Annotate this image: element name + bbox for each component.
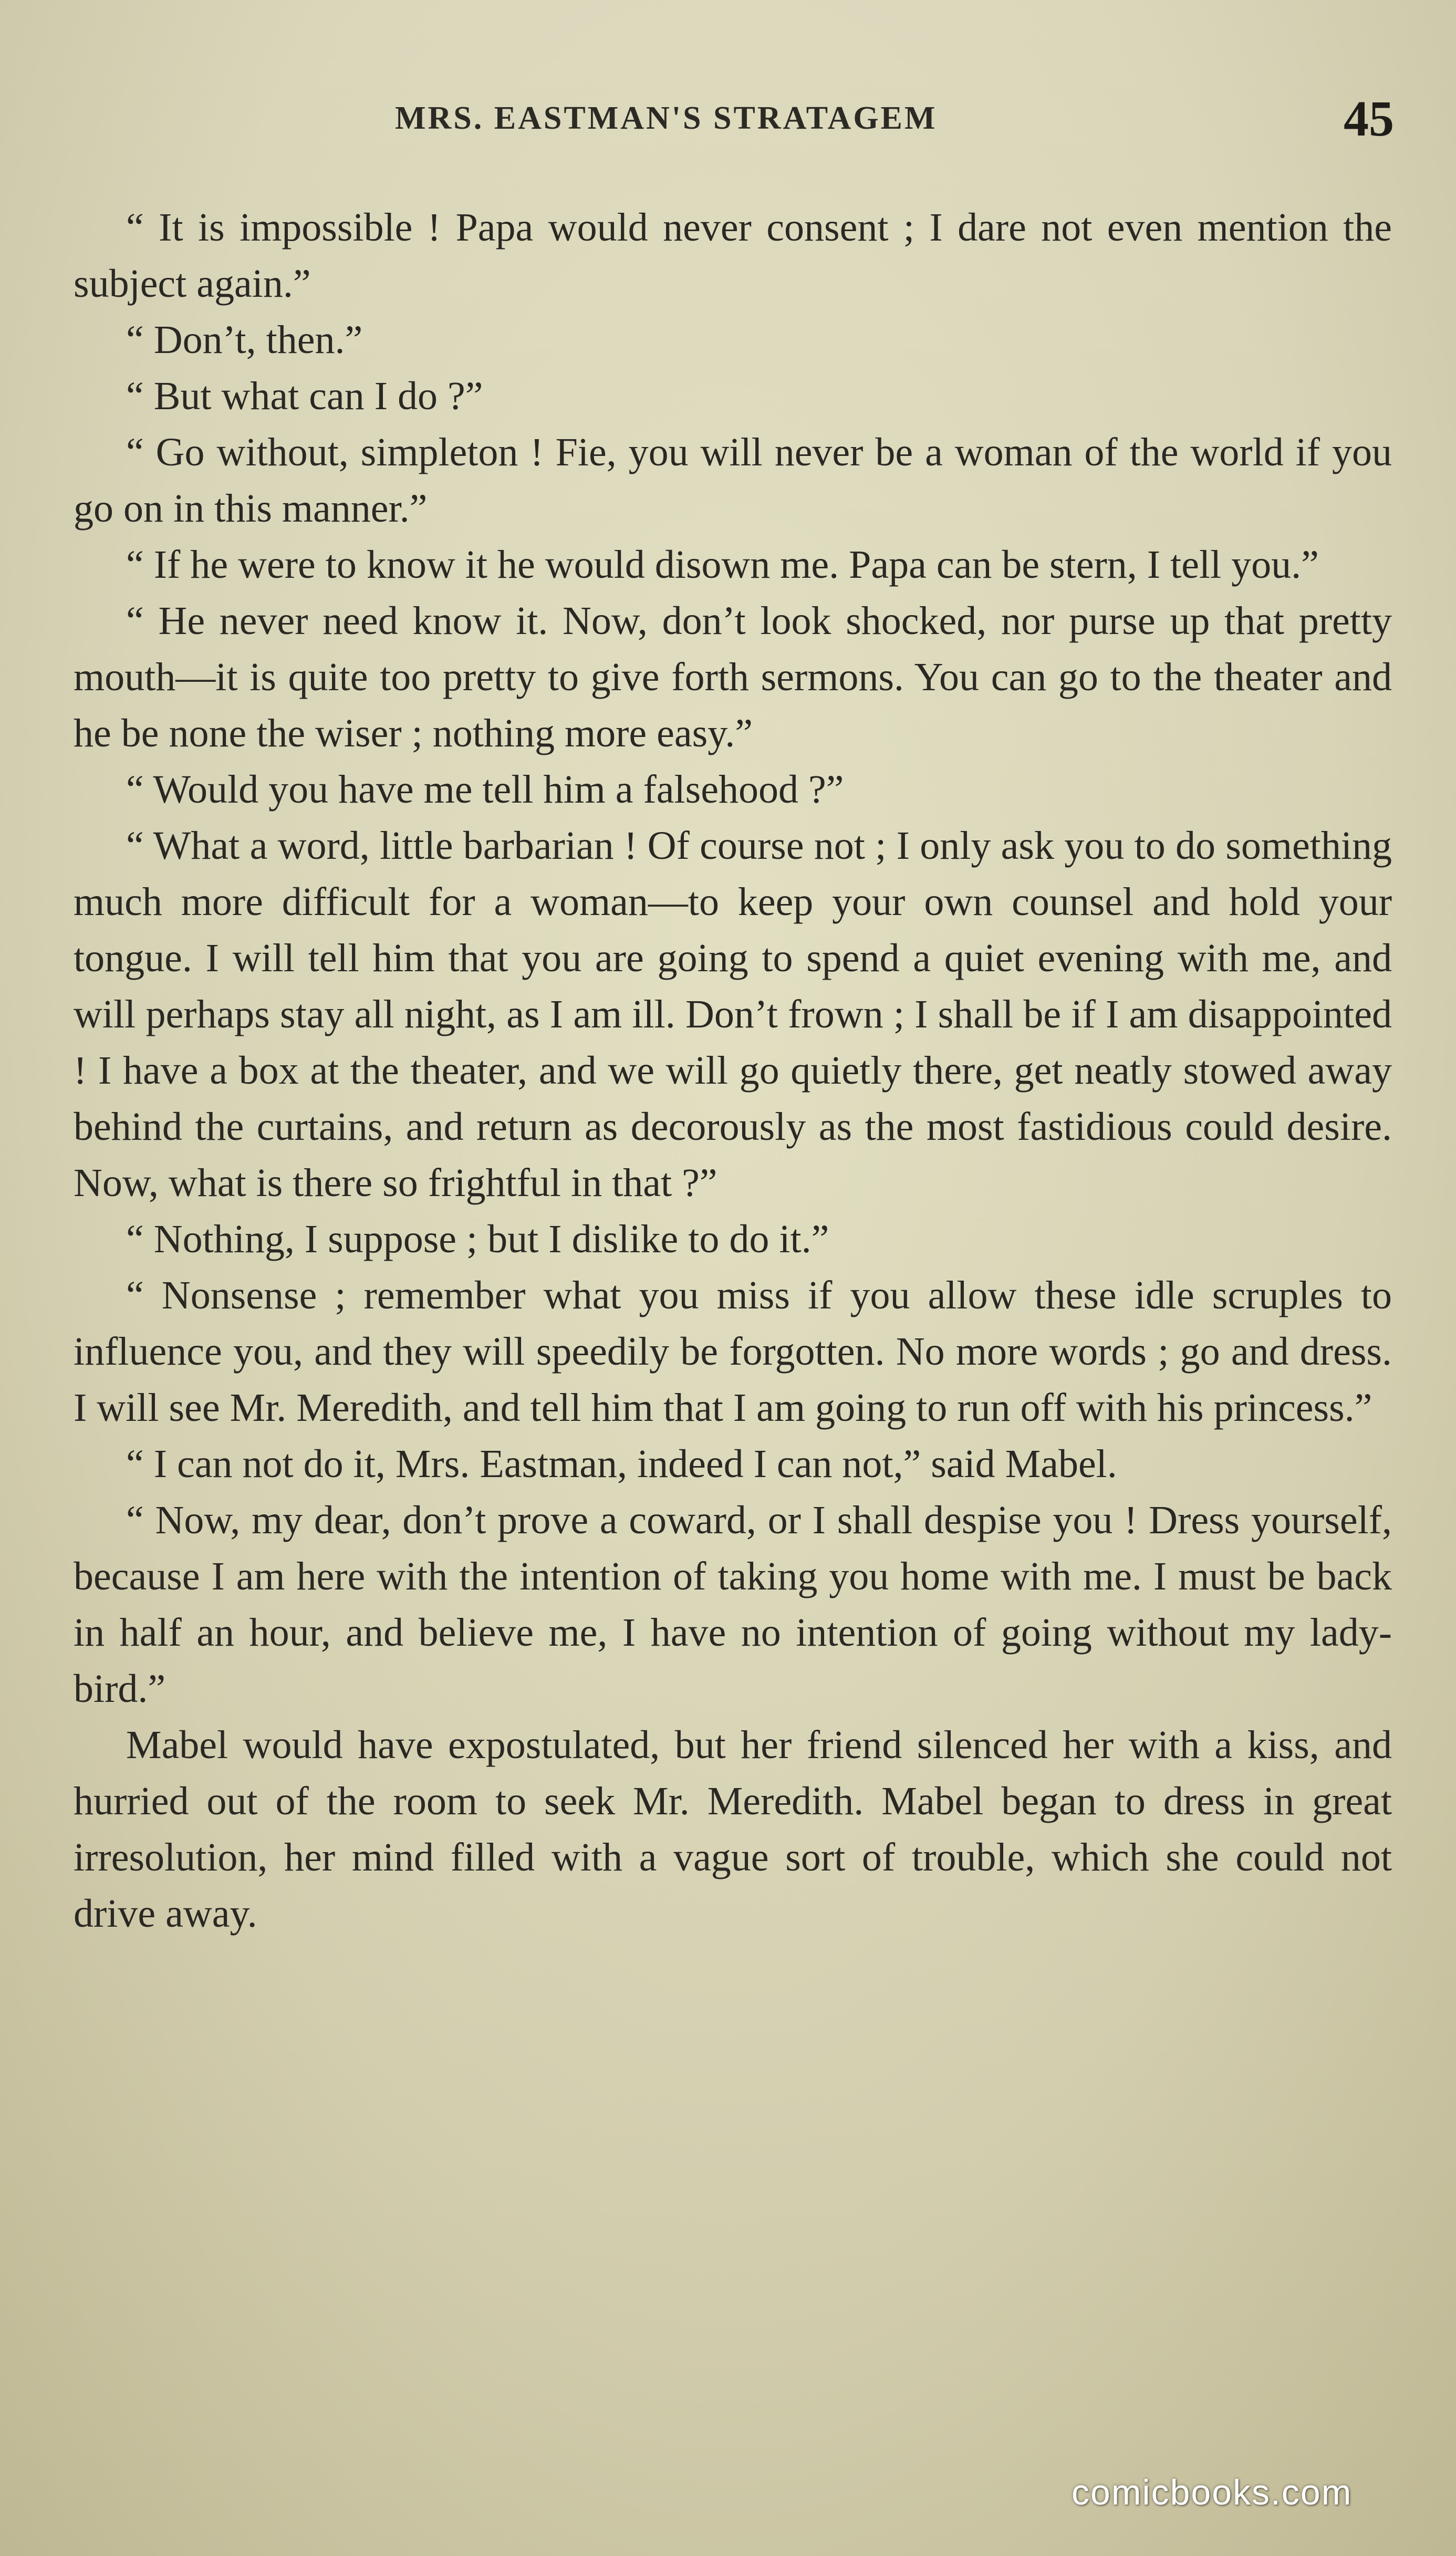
paragraph: “ Nonsense ; remember what you miss if you allow these idle scruples to influence you, and they will speedily be forgotten. No more words ; go and dress. I will see Mr. Meredith, and tell him that I am going to run off with his princess.” [74, 1273, 1392, 1430]
paragraph: “ Go without, simpleton ! Fie, you will never be a woman of the world if you go on in this manner.” [74, 430, 1392, 531]
paragraph: “ Nothing, I suppose ; but I dislike to do it.” [126, 1217, 829, 1261]
paragraph: “ It is impossible ! Papa would never consent ; I dare not even mention the subject again.” [74, 205, 1392, 306]
paragraph: “ He never need know it. Now, don’t look shocked, nor purse up that pretty mouth—it is quite too pretty to give forth sermons. You can go to the theater and he be none the wiser ; nothing more easy.” [74, 599, 1392, 755]
page-header [0, 89, 1456, 152]
running-head: MRS. EASTMAN'S STRATAGEM [395, 100, 938, 136]
paragraph: “ But what can I do ?” [126, 374, 483, 418]
paragraph: “ If he were to know it he would disown me. Papa can be stern, I tell you.” [126, 543, 1319, 587]
paragraph: “ Now, my dear, don’t prove a coward, or I shall despise you ! Dress yourself, because I am here with the intention of taking you home with me. I must be back in half an hour, and believe me, I have no intention of going without my lady-bird.” [74, 1498, 1392, 1711]
paragraph: “ What a word, little barbarian ! Of course not ; I only ask you to do something much more difficult for a woman—to keep your own counsel and hold your tongue. I will tell him that you are going to spend a quiet evening with me, and will perhaps stay all night, as I am ill. Don’t frown ; I shall be if I am disappointed ! I have a box at the theater, and we will go quietly there, get neatly stowed away behind the curtains, and return as decorously as the most fastidious could desire. Now, what is there so frightful in that ?” [74, 824, 1392, 1205]
paragraph: “ Would you have me tell him a falsehood ?” [126, 767, 844, 812]
page-number: 45 [1344, 90, 1394, 147]
body-text [74, 200, 1392, 1942]
paragraph: “ I can not do it, Mrs. Eastman, indeed I can not,” said Mabel. [126, 1442, 1117, 1486]
paragraph: Mabel would have expostulated, but her friend silenced her with a kiss, and hurried out of the room to seek Mr. Meredith. Mabel began to dress in great irresolution, her mind filled with a vague sort of trouble, which she could not drive away. [74, 1723, 1392, 1936]
paragraph: “ Don’t, then.” [126, 318, 363, 362]
site-watermark: comicbooks.com [1072, 2472, 1353, 2512]
